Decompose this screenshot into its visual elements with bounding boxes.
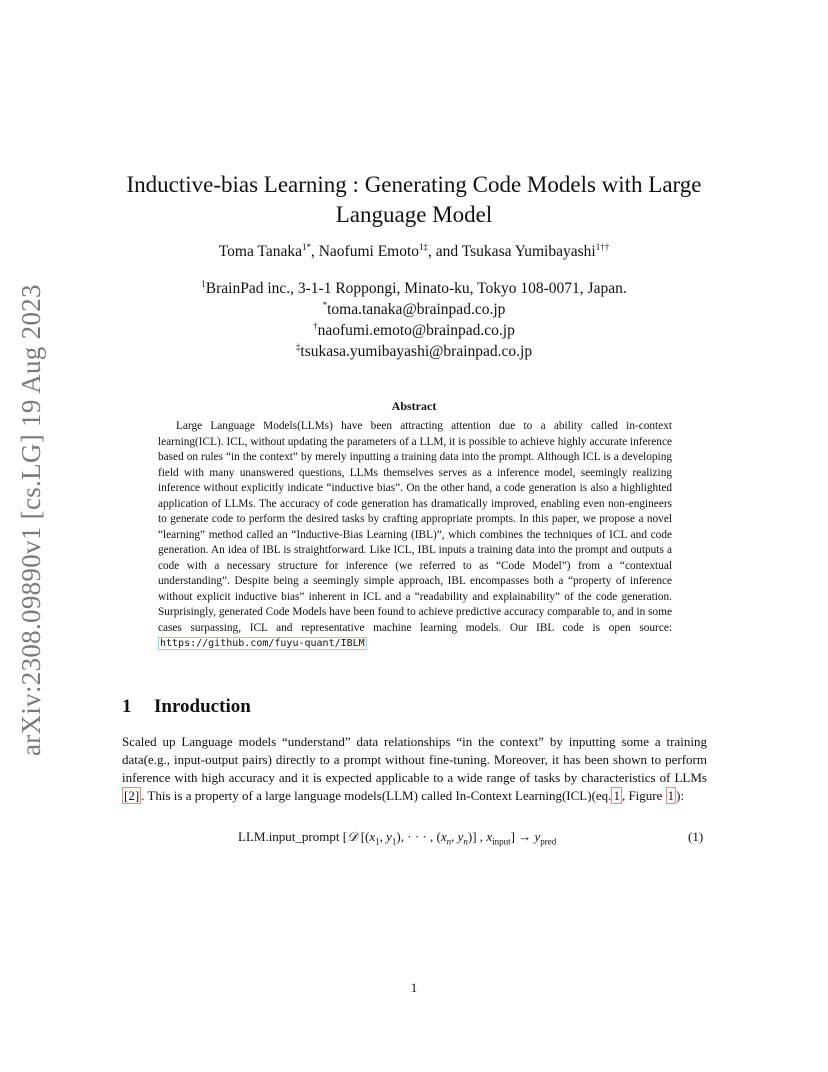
intro-paragraph	[122, 733, 707, 805]
email-mark: ‡	[295, 341, 301, 352]
author-name: Toma Tanaka	[218, 243, 302, 260]
github-link[interactable]: https://github.com/fuyu-quant/IBLM	[160, 638, 365, 649]
section-heading	[122, 696, 251, 718]
email-line	[110, 299, 718, 320]
email-address[interactable]: toma.tanaka@brainpad.co.jp	[327, 301, 506, 318]
affiliation-line	[110, 278, 718, 299]
email-line	[110, 341, 718, 362]
equation-number: (1)	[688, 829, 704, 844]
abstract-text: Large Language Models(LLMs) have been attracting attention due to a ability called in-context learning(ICL). ICL, without updating the parameters of a LLM, it is possible to achieve highly accurate inference based on rules “in the context” by merely inputting a training data into the prompt. Although ICL is a developing field with many unanswered questions, LLMs themselves serves as a inference model, seemingly realizing inference without explicitly indicate “inductive bias”. On the other hand, a code generation is also a highlighted application of LLMs. The accuracy of code generation has dramatically improved, enabling even non-engineers to generate code to perform the desired tasks by crafting appropriate prompts. In this paper, we propose a novel “learning” method called an “Inductive-Bias Learning (IBL)”, which combines the techniques of ICL and code generation. An idea of IBL is straightforward. Like ICL, IBL inputs a training data into the prompt and outputs a code with a necessary structure for inference (we referred to as “Code Model”) from a “contextual understanding”. Despite being a seemingly simple approach, IBL encompasses both a “property of inference without explicit inductive bias” inherent in ICL and a “readability and explainability” of the code generation. Surprisingly, generated Code Models have been found to achieve predictive accuracy comparable to, and in some cases surpassing, ICL and representative machine learning models. Our IBL code is open source:	[158, 420, 672, 634]
author-mark: 1††	[595, 241, 610, 252]
author-separator: ,	[310, 243, 319, 260]
paragraph-text: , Figure	[621, 788, 666, 803]
paragraph-text: . This is a property of a large language models(LLM) called In-Context Learning(ICL)(eq.	[141, 788, 612, 803]
email-mark: *	[322, 299, 328, 310]
equation-icl: LLM.input_prompt [𝒟 [($x_1$, $y_1$), · · · , ($x_n$, $y_n$)] , $x_{input}] \to y_{pred}$	[238, 829, 557, 847]
page-number: 1	[410, 980, 418, 995]
affiliation-block	[110, 278, 718, 362]
author-list	[110, 243, 718, 261]
email-address[interactable]: tsukasa.yumibayashi@brainpad.co.jp	[300, 343, 533, 360]
figure-ref-link[interactable]: 1	[667, 788, 675, 803]
email-line	[110, 320, 718, 341]
affiliation-mark: 1	[201, 278, 206, 289]
equation-lhs: LLM.input_prompt	[238, 829, 340, 844]
abstract-body	[158, 419, 672, 652]
paper-title: Inductive-bias Learning : Generating Code Models with Large Language Model	[126, 172, 702, 227]
author-mark: 1‡	[419, 241, 429, 252]
affiliation-text: BrainPad inc., 3-1-1 Roppongi, Minato-ku, Tokyo 108-0071, Japan.	[205, 280, 627, 297]
section-number: 1	[122, 696, 132, 717]
paragraph-text: ):	[676, 788, 685, 803]
equation-ref-link[interactable]: 1	[613, 788, 620, 803]
arxiv-identifier-stamp: arXiv:2308.09890v1 [cs.LG] 19 Aug 2023	[16, 284, 46, 756]
section-title: Inroduction	[154, 696, 251, 717]
author-name: Tsukasa Yumibayashi	[461, 243, 596, 260]
author-separator: , and	[428, 243, 462, 260]
email-address[interactable]: naofumi.emoto@brainpad.co.jp	[317, 322, 515, 339]
author-name: Naofumi Emoto	[318, 243, 420, 260]
paragraph-text: Scaled up Language models “understand” data relationships “in the context” by inputting some a training data(e.g., input-output pairs) directly to a prompt without fine-tuning. Moreover, it has been shown to perform inference with high accuracy and it is expected applicable to a wide range of tasks by characteristics of LLMs	[122, 734, 707, 785]
citation-link[interactable]: [2]	[124, 788, 140, 803]
author-mark: 1*	[301, 241, 311, 252]
email-mark: †	[313, 320, 318, 331]
abstract-heading: Abstract	[391, 399, 437, 413]
